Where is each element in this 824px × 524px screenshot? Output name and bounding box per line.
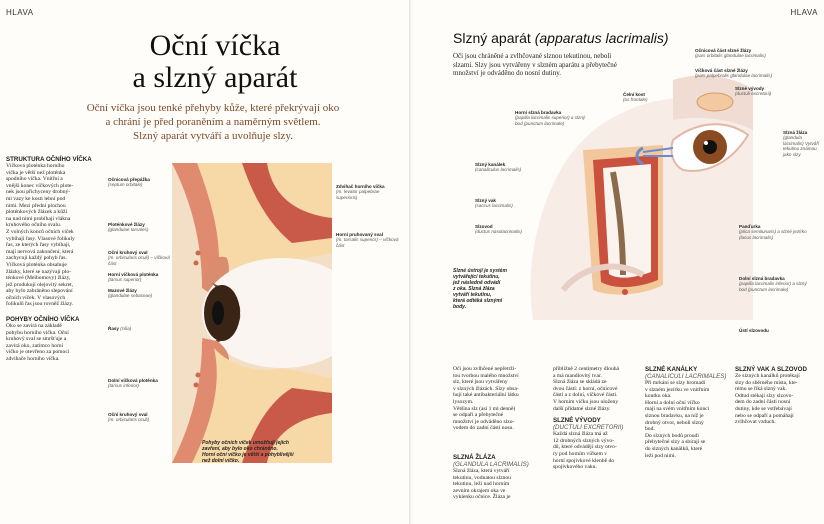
- text-line: slzy do sběrného místa, kte-: [735, 379, 798, 386]
- section-heading: SLZNÉ VÝVODY: [553, 417, 601, 425]
- text-column: [453, 366, 545, 432]
- text-line: horní spojivkové klenbě do: [553, 457, 615, 464]
- label-nasolacrimal-duct: Slzovod (ductus nasolacrimalis): [475, 224, 522, 235]
- section-body: [6, 163, 106, 308]
- section-body: [6, 323, 106, 363]
- text-line: hují také antibakteriální látku: [453, 392, 519, 399]
- text-line: Do slzných bodů proudí: [645, 432, 699, 439]
- text-line: drobný otvor, neboli slzný: [645, 419, 704, 426]
- text-line: Při mrkání se slzy hromadí: [645, 380, 706, 386]
- running-header: HLAVA: [6, 8, 34, 17]
- label-excretory-ducts: Slzné vývody (ductuli excretorii): [735, 86, 772, 97]
- page-title: [110, 30, 320, 94]
- section-body: [553, 366, 641, 412]
- text-line: tou tvorbou malého množství: [453, 372, 519, 379]
- text-line: tekutinu, vodnatou slznou: [453, 474, 511, 481]
- label-superior-punctum: Horní slzná bradavka (papilla lacrimalis superior) a slzný bod (punctum lacrimale): [515, 110, 586, 126]
- text-column: [453, 454, 545, 501]
- text-line: spojivkového vaku.: [553, 464, 597, 471]
- text-line: řas, ze kterých řasy vybíhají,: [6, 242, 71, 249]
- figure-caption: [453, 268, 525, 310]
- title-line: a slzný aparát: [132, 61, 298, 94]
- text-line: přebytečné slzy a sbírají se: [645, 439, 706, 446]
- text-line: spodního víčka. Vnitřní a: [6, 176, 63, 183]
- section-body: [453, 468, 545, 501]
- text-line: množství je odváděno slzo-: [453, 418, 515, 425]
- section-heading: SLZNÉ KANÁLKY: [645, 366, 698, 373]
- lead-line: a chrání je před poraněním a naměrným světlem.: [105, 116, 321, 128]
- lead-paragraph: [48, 101, 378, 143]
- text-line: rému se říká slzný vak.: [735, 386, 787, 393]
- title-text: Slzný aparát: [453, 30, 535, 46]
- label-tarsus-inferior: Dolní víčková ploténka (tarsus inferior): [108, 378, 158, 389]
- text-line: Odtud stékají slzy slzovo-: [735, 392, 794, 399]
- section-body: [553, 431, 641, 471]
- text-line: aby bylo zabráněno slepování: [6, 288, 73, 295]
- text-line: zevním okrajem oka ve: [453, 487, 506, 494]
- section-subheading: (GLANDULA LACRIMALIS): [453, 461, 529, 468]
- text-line: body.: [453, 304, 467, 310]
- label-palpebral-lacrimal-gland: Víčková část slzné žlázy (pars palpebralis glandulae lacrimalis): [695, 68, 773, 79]
- section-heading: SLZNÝ VAK A SLZOVOD: [735, 366, 807, 373]
- text-line: slzami. Slzy jsou vytvářeny v slzném aparátu a přebytečné: [453, 60, 617, 69]
- text-line: se odpaří a přebytečné: [453, 412, 504, 419]
- text-line: v slzném jezírku ve vnitřním: [645, 386, 710, 393]
- text-line: nimi. Mezi přední plochou: [6, 202, 66, 209]
- text-line: vyklenku očnice. Žláza je: [453, 494, 511, 501]
- text-line: mají na svém vnitřním konci: [645, 406, 710, 413]
- text-line: do slzných kanálků, které: [645, 445, 703, 452]
- text-line: koutku oka.: [645, 393, 672, 400]
- text-line: zdvihače horního víčka.: [6, 356, 60, 363]
- text-line: dů, které odvádějí slzy otvo-: [553, 444, 617, 451]
- text-line: ploténkových žlázek a kůží: [6, 209, 68, 216]
- label-tarsalis-superior: Horní pruhovaný sval (m. tarsalis superior) – víčková část: [336, 232, 399, 248]
- text-line: jež následně odvádí: [453, 280, 501, 286]
- text-line: očních víček. V vlasových: [6, 294, 66, 301]
- text-line: zachycují každý pohyb řas.: [6, 255, 67, 262]
- title-line: Oční víčka: [149, 29, 281, 62]
- text-line: folikulů řas jsou rovněž žlázy.: [6, 301, 74, 308]
- text-line: Slzné ústrojí je systém: [453, 268, 507, 274]
- caption-line: než dolní víčko.: [202, 458, 240, 464]
- text-line: slz, které jsou vytvářeny: [453, 379, 508, 386]
- text-line: v slzných žlázách. Slzy obsa-: [453, 385, 519, 392]
- caption-line: Pohyby očních víček umožňují jejich: [202, 440, 289, 446]
- text-line: dem do zadní části nosní: [735, 399, 791, 406]
- text-column: [735, 366, 821, 426]
- text-line: Oči jsou chráněné a zvlhčované slznou tekutinou, neboli: [453, 52, 612, 60]
- running-header: HLAVA: [790, 8, 818, 17]
- label-lacrimal-gland: Slzná žláza (glandula lacrimalis) Vytváří tekutinu známou jako slzy: [783, 130, 820, 157]
- label-inferior-punctum: Dolní slzná bradavka (papilla lacrimalis inferior) a slzný bod (punctum lacrimale): [739, 276, 807, 292]
- section-subheading: (DUCTULI EXCRETORII): [553, 424, 624, 432]
- text-line: Slzná žláza, která vytváří: [453, 468, 510, 474]
- caption-line: Horní oční víčko je větší a pohyblivější: [202, 452, 294, 458]
- text-line: pohybu horního víčka. Oční: [6, 329, 69, 336]
- label-lacrimal-sac: Slzný vak (saccus lacrimalis): [475, 198, 513, 209]
- lead-line: Oční víčka jsou tenké přehyby kůže, které překrývají oko: [86, 102, 340, 114]
- section-heading: STRUKTURA OČNÍHO VÍČKA: [6, 156, 92, 163]
- text-line: V horním víčku jsou uloženy: [553, 398, 619, 405]
- text-line: dvou částí: z horní, očnicové: [553, 385, 618, 392]
- label-septum: Očnicová přepážka (septum orbitale): [108, 177, 150, 188]
- text-line: Oko se zavírá na základě: [6, 323, 62, 330]
- label-orbicularis-palpebral: Oční kruhový sval (m. orbicularis oculi) – víčková část: [108, 250, 170, 266]
- label-tarsus-superior: Horní víčková ploténka (tarsus superior): [108, 272, 159, 283]
- title-latin: (apparatus lacrimalis): [534, 30, 669, 46]
- text-line: Z volných konců očních víček: [6, 228, 74, 235]
- text-column: [6, 156, 106, 363]
- text-line: víčka je větší než ploténka: [6, 169, 66, 176]
- text-line: Víčková ploténka horního: [6, 163, 65, 169]
- text-line: bod.: [645, 426, 655, 433]
- text-line: slznou bradavku, na níž je: [645, 412, 704, 419]
- section-heading: POHYBY OČNÍHO VÍČKA: [6, 316, 80, 324]
- text-line: další přídatné slzné žlázy.: [553, 405, 611, 412]
- text-line: dutiny, kde se vstřebávají: [735, 405, 792, 412]
- label-orbital-lacrimal-gland: Očnicová část slzné žlázy (pars orbitalis glandulae lacrimalis): [695, 48, 766, 59]
- text-line: na nad nimi probíhají vlákna: [6, 215, 71, 222]
- text-line: nebo se odpaří a pomáhají: [735, 412, 794, 419]
- left-page: [0, 0, 411, 524]
- eyelid-cross-section-illustration: [172, 163, 332, 463]
- label-canaliculus: Slzný kanálek (canaliculus lacrimalis): [475, 162, 522, 173]
- text-line: víčko je otevřeno za pomoci: [6, 349, 70, 356]
- text-line: vnější konec víčkových plote-: [6, 182, 74, 189]
- figure-caption: [202, 440, 342, 464]
- label-frontal-bone: Čelní kost (os frontale): [623, 92, 648, 103]
- text-line: z oka. Slzná žláza: [453, 286, 495, 292]
- label-cilia: Řasy (cilia): [108, 326, 132, 331]
- text-line: nek jsou přichyceny drobný-: [6, 189, 71, 196]
- text-column: [553, 366, 641, 471]
- text-line: části a z dolní, víčkové části.: [553, 392, 618, 399]
- right-page: [413, 0, 824, 524]
- section-subheading: (CANALICULI LACRIMALES): [645, 373, 727, 380]
- text-line: Slzná žláza se skládá ze: [553, 379, 607, 386]
- caption-line: zavření, aby bylo oko chráněno.: [202, 446, 278, 452]
- text-line: Horní a dolní oční víčko: [645, 399, 700, 406]
- label-duct-opening: Ústí slzovodu: [739, 328, 769, 333]
- text-line: Oči jsou zvlhčené nepřetrži-: [453, 366, 517, 372]
- text-line: mi vazy ke kosti lební pod: [6, 195, 66, 202]
- label-orbicularis: Oční kruhový sval (m. orbicularis oculi): [108, 412, 150, 423]
- text-line: ry pod horním víčkem v: [553, 450, 608, 457]
- label-sebaceous-glands: Mazové žlázy (glandulae sebaceae): [108, 288, 153, 299]
- text-line: kruhový sval se smršťuje a: [6, 336, 67, 343]
- label-tarsal-glands: Ploténkové žlázy (glandulae tarsales): [108, 222, 149, 233]
- section-body: [645, 380, 731, 459]
- text-line: Víčková ploténka obsahuje: [6, 261, 67, 268]
- text-line: tekutinu, leží nad horním: [453, 481, 510, 488]
- text-line: a má mandlovitý tvar.: [553, 372, 602, 379]
- text-line: mají nervová zakončení, která: [6, 248, 74, 255]
- text-line: přibližně 2 centimetry dlouhá: [553, 366, 620, 372]
- text-line: Většina slz (asi 1 ml denně): [453, 405, 516, 412]
- text-line: množství je odváděno do nosní dutiny.: [453, 69, 562, 78]
- text-line: vytváří tekutinu,: [453, 292, 492, 298]
- label-plica-semilunaris: Panďurka (plica semilunaris) a slzné jezírko (lacus lacrimalis): [739, 224, 807, 240]
- text-line: vytvářející tekutinu,: [453, 274, 500, 280]
- page-title: [453, 30, 669, 46]
- text-line: Ze slzných kanálků protékají: [735, 373, 800, 379]
- text-line: zvlhčovat vzduch.: [735, 419, 776, 426]
- text-line: ténkové (Meibomovy) žlázy,: [6, 275, 71, 282]
- text-line: Každá slzná žláza má až: [553, 431, 608, 438]
- text-line: lysozym.: [453, 398, 474, 405]
- text-line: jež produkují olejovitý sekret,: [6, 281, 74, 288]
- text-line: vybíhají řasy. Vlasové folikuly: [6, 235, 75, 242]
- section-heading: SLZNÁ ŽLÁZA: [453, 454, 496, 461]
- text-line: žlázky, které se nazývají plo-: [6, 268, 72, 275]
- text-line: zavírá oko, zatímco horní: [6, 342, 64, 349]
- lead-line: Slzný aparát vytváří a uvolňuje slzy.: [133, 130, 293, 142]
- section-body: [735, 373, 821, 426]
- text-column: [645, 366, 731, 459]
- label-levator: Zdvihač horního víčka (m. levator palpebrae superioris): [336, 184, 385, 200]
- text-line: 12 drobných slzných vývo-: [553, 437, 615, 444]
- text-line: která odtéká slznými: [453, 298, 503, 304]
- text-line: vodem do zadní části nosu.: [453, 425, 514, 432]
- text-line: kruhového očního svalu.: [6, 222, 62, 229]
- text-line: leží pod nimi.: [645, 452, 676, 459]
